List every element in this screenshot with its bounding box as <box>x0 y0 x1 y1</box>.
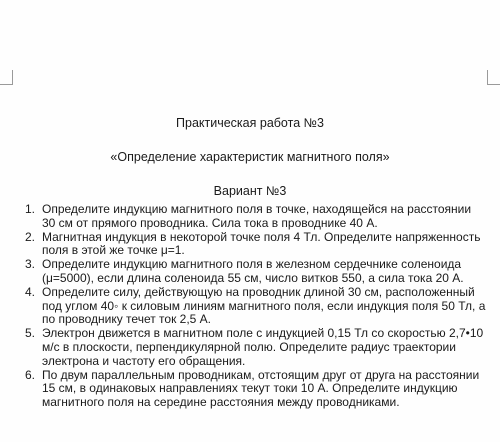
task-text: Определите индукцию магнитного поля в точке, находящейся на расстоянии 30 см от прямого проводника. Сила тока в проводнике 40 А. <box>42 202 472 230</box>
margin-corner-mark-right <box>487 70 500 85</box>
task-number: 1. <box>25 202 36 216</box>
task-text: Электрон движется в магнитном поле с индукцией 0,15 Тл со скоростью 2,7•10 м/с в плоскости, перпендикулярной полю. Определите радиус траектории электрона и частоту его обращения. <box>42 326 484 368</box>
task-number: 4. <box>25 284 36 299</box>
task-item-5 <box>0 327 500 368</box>
task-number: 6. <box>25 367 36 382</box>
task-text: Определите индукцию магнитного поля в железном сердечнике соленоида (μ=5000), если длина соленоида 55 см, число витков 550, а сила тока 20 А. <box>42 257 464 285</box>
task-list <box>0 203 500 410</box>
task-number: 3. <box>25 257 36 272</box>
variant-heading: Вариант №3 <box>213 184 287 198</box>
document-subtitle: «Определение характеристик магнитного поля» <box>110 150 390 164</box>
task-item-2 <box>0 231 500 259</box>
task-item-4 <box>0 286 500 327</box>
task-number: 5. <box>25 326 36 341</box>
margin-corner-mark-left <box>0 70 13 85</box>
task-item-1 <box>0 203 500 231</box>
document-title: Практическая работа №3 <box>176 116 324 130</box>
task-text: Магнитная индукция в некоторой точке поля 4 Тл. Определите напряженность поля в этой же точке μ=1. <box>42 229 481 258</box>
task-text: По двум параллельным проводникам, отстоящим друг от друга на расстоянии 15 см, в одинаковых направлениях текут токи 10 А. Определите индукцию магнитного поля на середине расстояния между проводниками. <box>42 367 480 410</box>
task-number: 2. <box>25 229 36 244</box>
task-item-6 <box>0 369 500 410</box>
task-text: Определите силу, действующую на проводник длиной 30 см, расположенный под углом 40◦ к силовым линиям магнитного поля, если индукция поля 50 Тл, а по проводнику течет ток 2,5 А. <box>42 284 486 327</box>
task-item-3 <box>0 258 500 286</box>
